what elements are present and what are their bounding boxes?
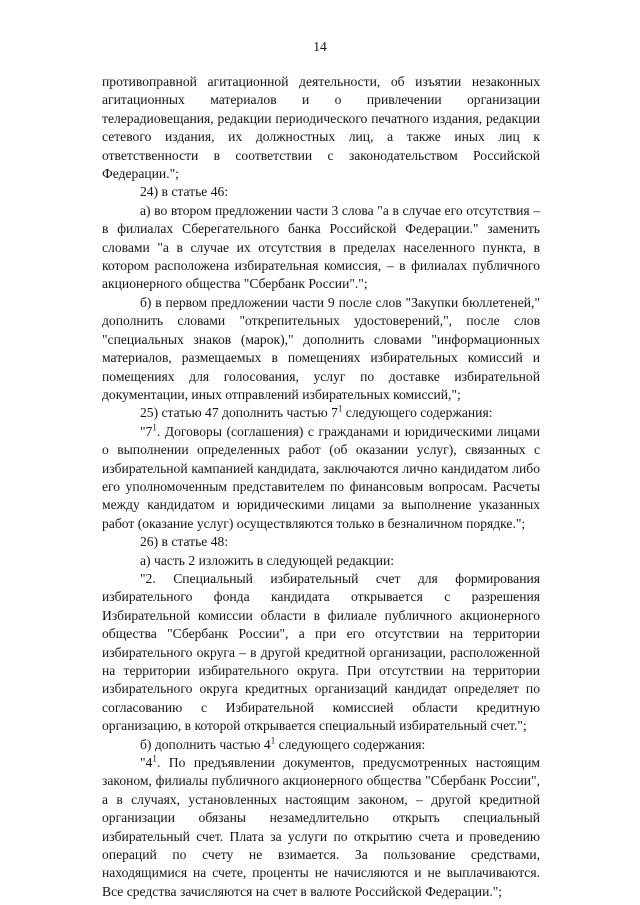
paragraph-6 xyxy=(102,423,540,533)
paragraph-3 xyxy=(102,202,540,294)
paragraph-text: противоправной агитационной деятельности, об изъятии незаконных агитационных материалов и о привлечении организации телерадиовещания, редакции периодического печатного издания, редакции сетевого издания, их должностных лиц, а также иных лиц к ответственности в соответствии с законодательством Российской Федерации."; xyxy=(102,74,540,182)
page-number: 14 xyxy=(313,39,327,54)
paragraph-text-after: . По предъявлении документов, предусмотренных настоящим законом, филиалы публичного акционерного общества "Сбербанк России", а в случаях, установленных настоящим законом, – другой кредитной организации обязаны незамедлительно открыть специальный избирательный счет. Плата за услуги по открытию счета и проведению операций по счету не взимается. За пользование средствами, находящимися на счете, проценты не начисляются и не выплачиваются. Все средства зачисляются на счет в валюте Российской Федерации."; xyxy=(102,755,540,899)
paragraph-text: 24) в статье 46: xyxy=(140,184,229,200)
paragraph-text: "4 xyxy=(140,755,153,771)
paragraph-8 xyxy=(102,552,540,570)
superscript: 1 xyxy=(337,403,343,414)
paragraph-2 xyxy=(102,183,540,201)
superscript: 1 xyxy=(270,735,276,746)
paragraph-text: а) во втором предложении части 3 слова "а в случае его отсутствия – в филиалах Сберегательного банка Российской Федерации." заменить словами "а в случае их отсутствия в пределах населенного пункта, в котором расположена избирательная комиссия, – в филиалах публичного акционерного общества "Сбербанк России"."; xyxy=(102,202,540,292)
paragraph-10 xyxy=(102,736,540,754)
paragraph-text-after: следующего содержания: xyxy=(342,405,493,421)
document-body xyxy=(102,73,540,901)
superscript: 1 xyxy=(152,422,157,433)
paragraph-text: 25) статью 47 дополнить частью 7 xyxy=(140,405,338,421)
paragraph-text: б) в первом предложении части 9 после слов "Закупки бюллетеней," дополнить словами "открепительных удостоверений,", после слов "специальных знаков (марок)," дополнить словами "информационных материалов, размещаемых в помещениях избирательных комиссий и помещениях для голосования, услуг по доставке избирательной документации, иных отправлений избирательных комиссий,"; xyxy=(102,294,540,402)
paragraph-9 xyxy=(102,570,540,736)
paragraph-text: а) часть 2 изложить в следующей редакции: xyxy=(140,552,395,568)
paragraph-11 xyxy=(102,754,540,901)
paragraph-text: "2. Специальный избирательный счет для формирования избирательного фонда кандидата открывается с разрешения Избирательной комиссии области в филиале публичного акционерного общества "Сбербанк России", а при его отсутствии на территории избирательного округа – в другой кредитной организации, расположенной на территории избирательного округа. При отсутствии на территории избирательного округа кредитных организаций кандидат определяет по согласованию с Избирательной комиссией области кредитную организацию, в которой открывается специальный избирательный счет."; xyxy=(102,570,540,734)
paragraph-text: "7 xyxy=(140,423,153,439)
paragraph-text: б) дополнить частью 4 xyxy=(140,736,271,752)
paragraph-4 xyxy=(102,294,540,404)
paragraph-5 xyxy=(102,404,540,422)
paragraph-text: 26) в статье 48: xyxy=(140,534,229,550)
paragraph-text-after: . Договоры (соглашения) с гражданами и юридическими лицами о выполнении определенных работ (об оказании услуг), связанных с избирательной кампанией кандидата, заключаются лично кандидатом либо его уполномоченным представителем по финансовым вопросам. Расчеты между кандидатом и юридическими лицами за выполнение указанных работ (оказание услуг) осуществляются только в безналичном порядке."; xyxy=(102,423,540,531)
paragraph-text-after: следующего содержания: xyxy=(275,736,426,752)
superscript: 1 xyxy=(152,753,157,764)
paragraph-1 xyxy=(102,73,540,183)
paragraph-7 xyxy=(102,533,540,551)
